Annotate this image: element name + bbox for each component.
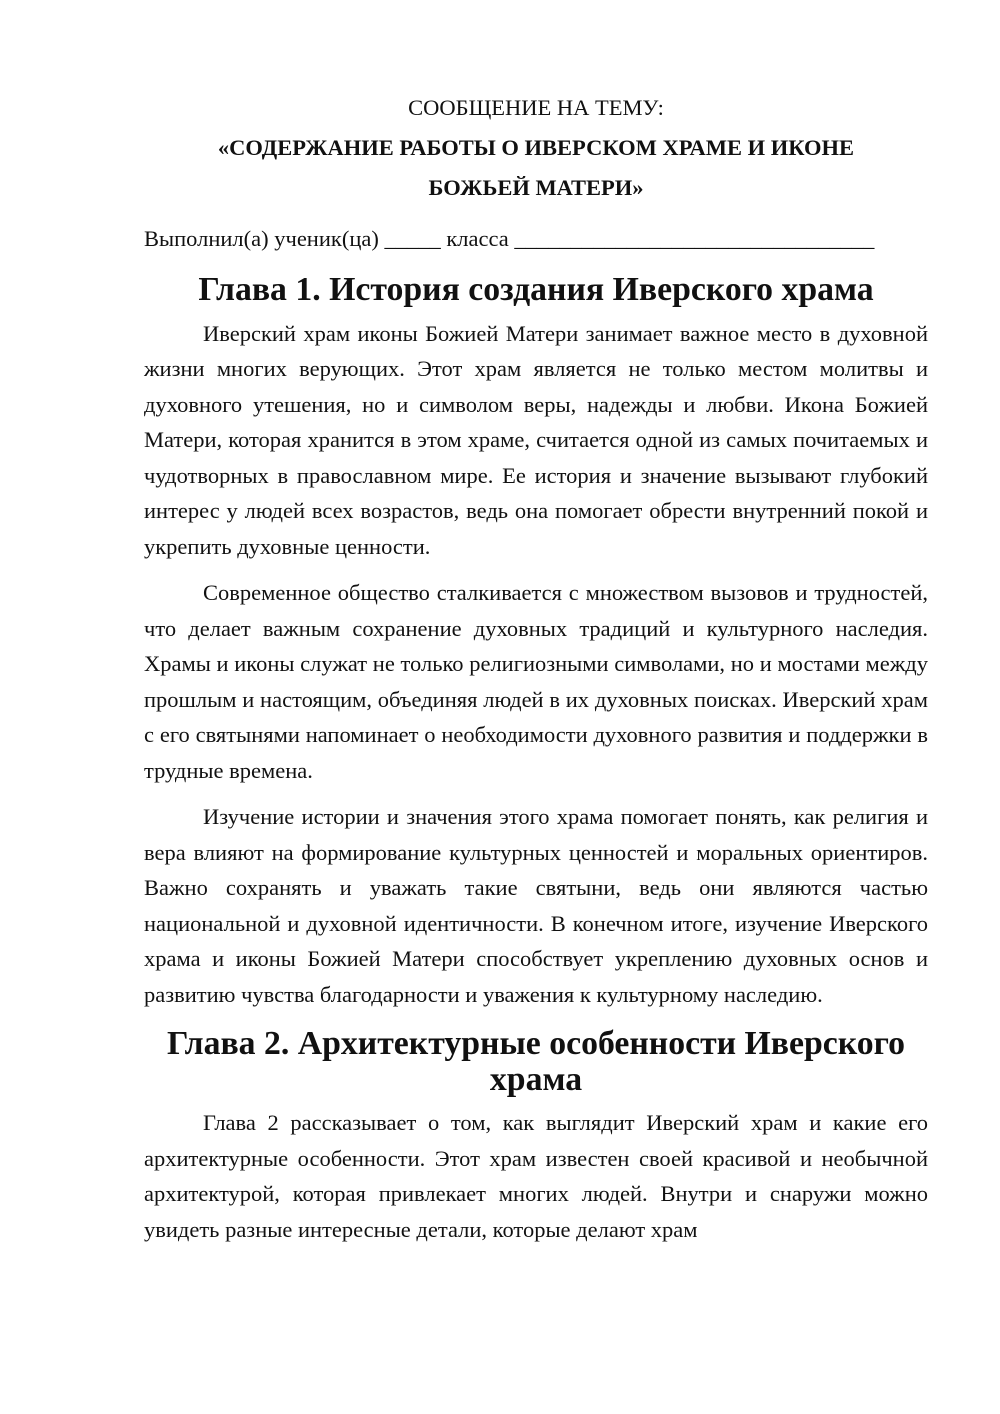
author-signature-line: Выполнил(а) ученик(ца) _____ класса ________________________________	[144, 226, 875, 251]
document-title-line-1: СООБЩЕНИЕ НА ТЕМУ:	[408, 95, 664, 120]
chapter-1-paragraph-3: Изучение истории и значения этого храма помогает понять, как религия и вера влияют на формирование культурных ценностей и моральных ориентиров. Важно сохранять и уважать такие святыни, ведь они являются частью национальной и духовной идентичности. В конечном итоге, изучение Иверского храма и иконы Божией Матери способствует укреплению духовных основ и развитию чувства благодарности и уважения к культурному наследию.	[144, 804, 928, 1007]
document-page	[144, 88, 928, 1258]
document-title-line-2: «СОДЕРЖАНИЕ РАБОТЫ О ИВЕРСКОМ ХРАМЕ И ИКОНЕ	[217, 135, 855, 160]
chapter-2-paragraph-1: Глава 2 рассказывает о том, как выглядит Иверский храм и какие его архитектурные особенности. Этот храм известен своей красивой и необычной архитектурой, которая привлекает многих людей. Внутри и снаружи можно увидеть разные интересные детали, которые делают храм	[144, 1110, 928, 1242]
chapter-1-paragraph-2: Современное общество сталкивается с множеством вызовов и трудностей, что делает важным сохранение духовных традиций и культурного наследия. Храмы и иконы служат не только религиозными символами, но и мостами между прошлым и настоящим, объединяя людей в их духовных поисках. Иверский храм с его святынями напоминает о необходимости духовного развития и поддержки в трудные времена.	[144, 580, 928, 783]
document-title-line-3: БОЖЬЕЙ МАТЕРИ»	[428, 175, 644, 200]
chapter-2-title: Глава 2. Архитектурные особенности Иверского храма	[166, 1025, 906, 1098]
chapter-1-title: Глава 1. История создания Иверского храма	[198, 271, 874, 308]
chapter-1-paragraph-1: Иверский храм иконы Божией Матери занимает важное место в духовной жизни многих верующих. Этот храм является не только местом молитвы и духовного утешения, но и символом веры, надежды и любви. Икона Божией Матери, которая хранится в этом храме, считается одной из самых почитаемых и чудотворных в православном мире. Ее история и значение вызывают глубокий интерес у людей всех возрастов, ведь она помогает обрести внутренний покой и укрепить духовные ценности.	[144, 320, 928, 559]
